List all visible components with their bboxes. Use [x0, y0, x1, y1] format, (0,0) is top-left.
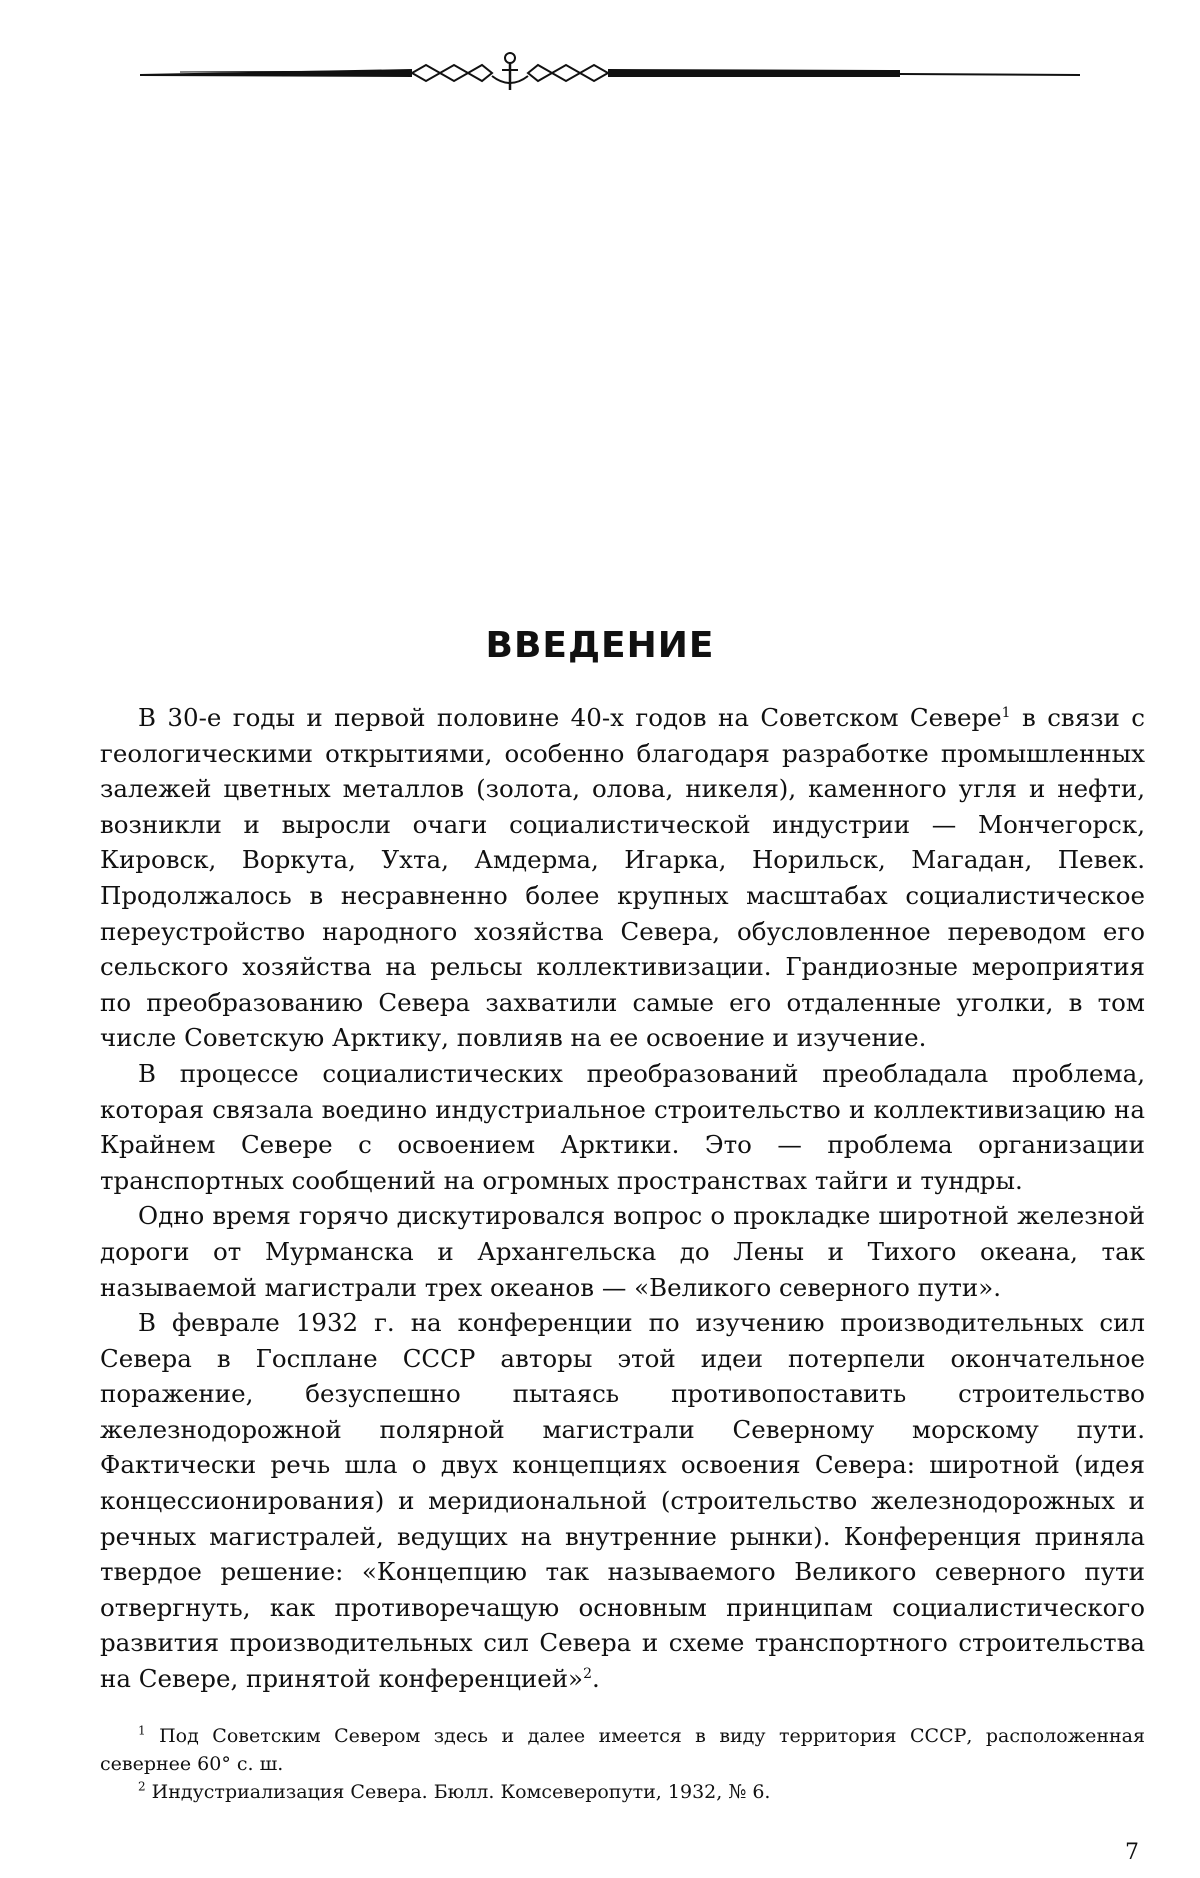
footnote-ref: 2 — [583, 1665, 592, 1682]
body-text — [100, 700, 1145, 1697]
footnote-mark: 1 — [138, 1723, 146, 1738]
footnote-ref: 1 — [1001, 704, 1011, 721]
paragraph: В процессе социалистических преобразований преобладала проблема, которая связала воедино индустриальное строительство и коллективизацию на Крайнем Севере с освоением Арктики. Это — проблема организации транспортных сообщений на огромных пространствах тайги и тундры. — [100, 1058, 1145, 1195]
paragraph — [100, 1305, 1145, 1697]
footnote-text: Под Советским Севером здесь и далее имеется в виду территория СССР, расположенная севернее 60° с. ш. — [100, 1725, 1145, 1775]
page-title: ВВЕДЕНИЕ — [485, 625, 715, 666]
footnote — [100, 1722, 1145, 1778]
paragraph-text: В феврале 1932 г. на конференции по изучению производительных сил Севера в Госплане СССР авторы этой идеи потерпели окончательное поражение, безуспешно пытаясь противопоставить строительство железнодорожной полярной магистрали Северному морскому пути. Фактически речь шла о двух концепциях освоения Севера: широтной (идея концессионирования) и меридиональной (строительство железнодорожных и речных магистралей, ведущих на внутренние рынки). Конференция приняла твердое решение: «Концепцию так называемого Великого северного пути отвергнуть, как противоречащую основным принципам социалистического развития производительных сил Севера и схеме транспортного строительства на Севере, принятой конференцией» — [100, 1308, 1145, 1694]
footnote — [100, 1778, 1145, 1806]
paragraph-text: . — [591, 1664, 600, 1694]
footnote-text: Индустриализация Севера. Бюлл. Комсеверопути, 1932, № 6. — [145, 1781, 771, 1803]
footnote-mark: 2 — [138, 1779, 146, 1794]
footnotes — [100, 1722, 1145, 1806]
paragraph-text: В 30-е годы и первой половине 40-х годов на Советском Севере — [138, 703, 1002, 732]
paragraph: Одно время горячо дискутировался вопрос о прокладке широтной железной дороги от Мурманска и Архангельска до Лены и Тихого океана, так называемой магистрали трех океанов — «Великого северного пути». — [100, 1201, 1145, 1302]
paragraph — [100, 700, 1145, 1056]
header-ornament — [140, 50, 1080, 130]
paragraph-text: в связи с геологическими открытиями, особенно благодаря разработке промышленных залежей цветных металлов (золота, олова, никеля), каменного угля и нефти, возникли и выросли очаги социалистической индустрии — Мончегорск, Кировск, Воркута, Ухта, Амдерма, Игарка, Норильск, Магадан, Певек. Продолжалось в несравненно более крупных масштабах социалистическое переустройство народного хозяйства Севера, обусловленное переводом его сельского хозяйства на рельсы коллективизации. Грандиозные мероприятия по преобразованию Севера захватили самые его отдаленные уголки, в том числе Советскую Арктику, повлияв на ее освоение и изучение. — [100, 703, 1145, 1053]
page-number: 7 — [1125, 1840, 1139, 1865]
